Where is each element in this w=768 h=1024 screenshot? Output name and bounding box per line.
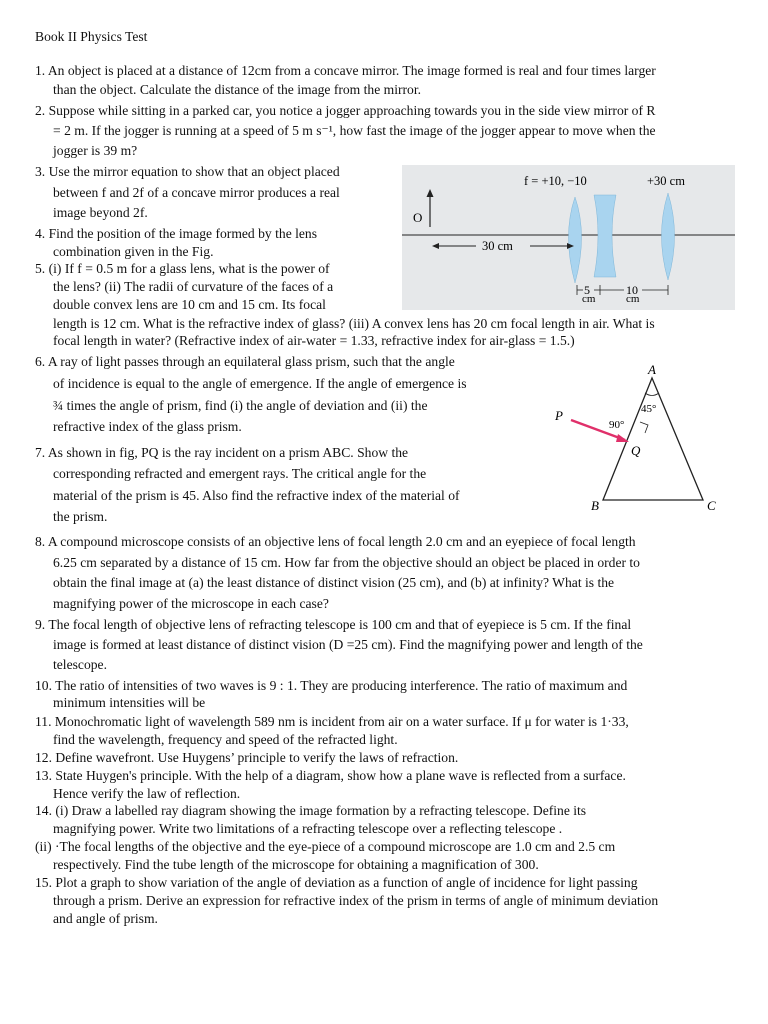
gap1-unit: cm <box>582 293 596 305</box>
concave-lens <box>594 195 616 277</box>
lens-diagram <box>402 165 735 310</box>
object-label: O <box>413 210 423 225</box>
gap2-value: 10 <box>626 283 638 297</box>
question-text-line: refractive index of the glass prism. <box>53 419 242 434</box>
point-q-label: Q <box>631 443 641 458</box>
question-text-line: jogger is 39 m? <box>53 143 138 158</box>
question-text-line: find the wavelength, frequency and speed of the refracted light. <box>53 732 398 747</box>
question-text-line: 15. Plot a graph to show variation of the angle of deviation as a function of angle of incidence for light passing <box>35 875 638 890</box>
question-text-line: image beyond 2f. <box>53 205 148 220</box>
question-text-line: obtain the final image at (a) the least distance of distinct vision (25 cm), and (b) at infinity? What is the <box>53 575 615 590</box>
question-text-line: through a prism. Derive an expression for refractive index of the prism in terms of angle of minimum deviation <box>53 893 659 908</box>
page-title: Book II Physics Test <box>35 29 148 44</box>
question-text-line: 6.25 cm separated by a distance of 15 cm. How far from the objective should an object be placed in order to <box>53 555 640 570</box>
question-text-line: and angle of prism. <box>53 911 158 926</box>
question-text-line: image is formed at least distance of distinct vision (D =25 cm). Find the magnifying power and length of the <box>53 637 643 652</box>
question-text-line: the prism. <box>53 509 108 524</box>
question-text-line: of incidence is equal to the angle of emergence. If the angle of emergence is <box>53 376 467 391</box>
point-p-label: P <box>555 408 563 423</box>
gap1-value: 5 <box>584 283 590 297</box>
question-text-line: (ii) ·The focal lengths of the objective and the eye-piece of a compound microscope are 1.0 cm and 2.5 cm <box>35 839 616 854</box>
question-text-line: 11. Monochromatic light of wavelength 589 nm is incident from air on a water surface. If μ for water is 1·33, <box>35 714 629 729</box>
question-text-line: Hence verify the law of reflection. <box>53 786 241 801</box>
question-text-line: ¾ times the angle of prism, find (i) the angle of deviation and (ii) the <box>53 398 428 413</box>
prism-diagram <box>545 360 745 520</box>
question-text-line: 5. (i) If f = 0.5 m for a glass lens, what is the power of <box>35 261 330 276</box>
question-text-line: 7. As shown in fig, PQ is the ray incident on a prism ABC. Show the <box>35 445 409 460</box>
question-text-line: combination given in the Fig. <box>53 244 214 259</box>
vertex-c-label: C <box>707 498 716 513</box>
question-text-line: respectively. Find the tube length of the microscope for obtaining a magnification of 300. <box>53 857 539 872</box>
question-text-line: telescope. <box>53 657 107 672</box>
object-arrowhead <box>427 189 434 197</box>
apex-angle-label: 45° <box>641 403 657 415</box>
question-text-line: 8. A compound microscope consists of an objective lens of focal length 2.0 cm and an eyepiece of focal length <box>35 534 636 549</box>
focal-lengths-label: f = +10, −10 <box>524 174 587 188</box>
question-text-line: double convex lens are 10 cm and 15 cm. Its focal <box>53 297 326 312</box>
question-text-line: focal length in water? (Refractive index of air-water = 1.33, refractive index for air-glass = 1.5.) <box>53 333 575 348</box>
question-text-line: the lens? (ii) The radii of curvature of the faces of a <box>53 279 334 294</box>
convex-lens-1 <box>569 197 582 283</box>
question-text-line: magnifying power of the microscope in each case? <box>53 596 329 611</box>
question-text-line: length is 12 cm. What is the refractive index of glass? (iii) A convex lens has 20 cm focal length in air. What is <box>53 316 655 331</box>
question-text-line: corresponding refracted and emergent rays. The critical angle for the <box>53 466 427 481</box>
question-text-line: 6. A ray of light passes through an equilateral glass prism, such that the angle <box>35 354 455 369</box>
question-text-line: 1. An object is placed at a distance of 12cm from a concave mirror. The image formed is real and four times larger <box>35 63 656 78</box>
question-text-line: 3. Use the mirror equation to show that an object placed <box>35 164 340 179</box>
question-text-line: between f and 2f of a concave mirror produces a real <box>53 185 340 200</box>
convex-lens-3 <box>662 193 675 280</box>
question-text-line: minimum intensities will be <box>53 695 206 710</box>
question-text-line: 12. Define wavefront. Use Huygens’ principle to verify the laws of refraction. <box>35 750 459 765</box>
question-text-line: magnifying power. Write two limitations of a refracting telescope over a reflecting telescope . <box>53 821 563 836</box>
vertex-a-label: A <box>648 362 656 377</box>
question-text-line: 10. The ratio of intensities of two waves is 9 : 1. They are producing interference. The ratio of maximum and <box>35 678 628 693</box>
question-text-line: than the object. Calculate the distance of the image from the mirror. <box>53 82 422 97</box>
question-text-line: = 2 m. If the jogger is running at a speed of 5 m s⁻¹, how fast the image of the jogger appear to move when the <box>53 123 656 138</box>
vertex-b-label: B <box>591 498 599 513</box>
third-focal-label: +30 cm <box>647 174 685 188</box>
question-text-line: 2. Suppose while sitting in a parked car, you notice a jogger approaching towards you in the side view mirror of R <box>35 103 656 118</box>
question-text-line: 13. State Huygen's principle. With the help of a diagram, show how a plane wave is reflected from a surface. <box>35 768 626 783</box>
question-text-line: 9. The focal length of objective lens of refracting telescope is 100 cm and that of eyepiece is 5 cm. If the final <box>35 617 632 632</box>
incident-ray-arrowhead <box>616 434 629 442</box>
question-text-line: 4. Find the position of the image formed by the lens <box>35 226 318 241</box>
distance-arrowhead-left <box>432 243 439 249</box>
question-text-line: 14. (i) Draw a labelled ray diagram showing the image formation by a refracting telescope. Define its <box>35 803 587 818</box>
right-angle-label: 90° <box>609 419 625 431</box>
distance-label: 30 cm <box>482 239 513 253</box>
gap2-unit: cm <box>626 293 640 305</box>
question-text-line: material of the prism is 45. Also find the refractive index of the material of <box>53 488 460 503</box>
prism-figure <box>545 360 745 520</box>
lens-combination-figure <box>402 165 735 310</box>
